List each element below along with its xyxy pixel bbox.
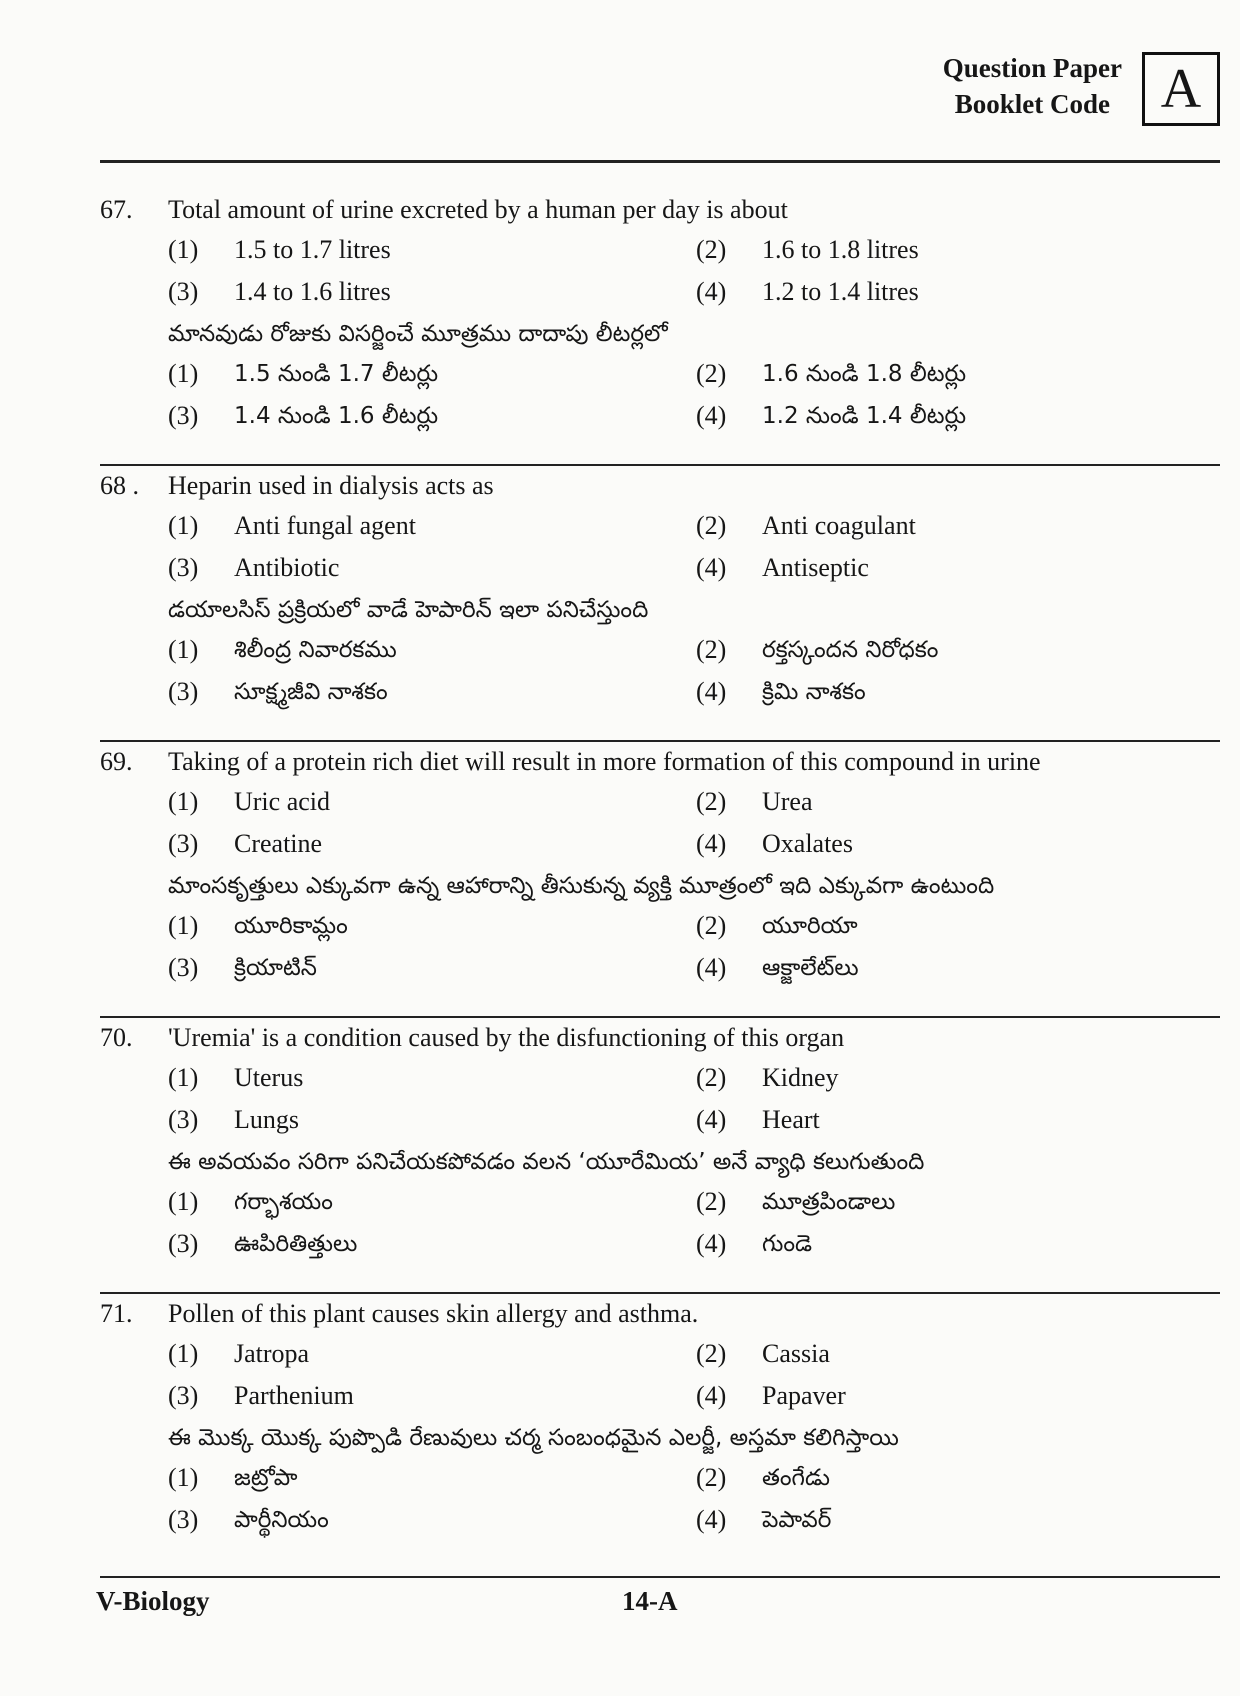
- option-number: (2): [696, 911, 727, 940]
- option-text: సూక్ష్మజీవి నాశకం: [234, 679, 388, 705]
- option-number: (4): [696, 553, 727, 582]
- option-text: Urea: [762, 787, 813, 816]
- question-line: [100, 190, 1220, 230]
- option-row: [100, 1058, 1220, 1098]
- question-line: [100, 1294, 1220, 1334]
- question-text-en: 'Uremia' is a condition caused by the disfunctioning of this organ: [168, 1023, 845, 1052]
- option-text: ఊపిరితిత్తులు: [234, 1231, 358, 1257]
- option-number: (1): [168, 1339, 199, 1368]
- option-text: 1.4 నుండి 1.6 లీటర్లు: [234, 403, 439, 429]
- page-footer: [96, 1586, 1220, 1626]
- option-number: (1): [168, 787, 199, 816]
- option-number: (4): [696, 401, 727, 430]
- option-row: [100, 1100, 1220, 1140]
- option-text: Anti fungal agent: [234, 511, 416, 540]
- question-block: [100, 742, 1220, 1018]
- option-row: [100, 782, 1220, 822]
- option-row: [100, 1182, 1220, 1222]
- option-text: Antiseptic: [762, 553, 869, 582]
- option-row: [100, 548, 1220, 588]
- question-text-te: డయాలసిస్ ప్రక్రియలో వాడే హెపారిన్ ఇలా పనిచేస్తుంది: [168, 597, 649, 623]
- question-list: [0, 190, 1240, 1570]
- page-number: 14-A: [622, 1586, 678, 1616]
- option-text: Kidney: [762, 1063, 839, 1092]
- question-block: [100, 1294, 1220, 1570]
- question-text-te: మాంసకృత్తులు ఎక్కువగా ఉన్న ఆహారాన్ని తీసుకున్న వ్యక్తి మూత్రంలో ఇది ఎక్కువగా ఉంటుంది: [168, 873, 995, 899]
- option-text: గుండె: [762, 1231, 813, 1257]
- option-number: (2): [696, 1463, 727, 1492]
- option-text: Heart: [762, 1105, 820, 1134]
- option-text: Parthenium: [234, 1381, 354, 1410]
- option-text: శిలీంద్ర నివారకము: [234, 637, 397, 663]
- option-number: (2): [696, 635, 727, 664]
- option-number: (1): [168, 635, 199, 664]
- question-block: [100, 190, 1220, 466]
- option-text: 1.2 to 1.4 litres: [762, 277, 919, 306]
- option-number: (4): [696, 1505, 727, 1534]
- option-number: (4): [696, 953, 727, 982]
- option-number: (3): [168, 277, 199, 306]
- option-text: తంగేడు: [762, 1465, 830, 1491]
- option-number: (3): [168, 1381, 199, 1410]
- option-row: [100, 630, 1220, 670]
- option-text: Lungs: [234, 1105, 299, 1134]
- option-text: ఆక్జాలేట్‌లు: [762, 955, 859, 981]
- option-text: Anti coagulant: [762, 511, 916, 540]
- question-block: [100, 466, 1220, 742]
- option-number: (4): [696, 1229, 727, 1258]
- option-number: (1): [168, 359, 199, 388]
- option-text: రక్తస్కందన నిరోధకం: [762, 637, 939, 663]
- option-number: (2): [696, 1187, 727, 1216]
- option-number: (3): [168, 1505, 199, 1534]
- option-row: [100, 230, 1220, 270]
- option-row: [100, 672, 1220, 712]
- option-text: యూరికామ్లం: [234, 913, 348, 939]
- question-text-en: Taking of a protein rich diet will result in more formation of this compound in urine: [168, 747, 1041, 776]
- question-number: 71.: [100, 1299, 133, 1328]
- option-text: 1.5 to 1.7 litres: [234, 235, 391, 264]
- question-text-te: ఈ మొక్క యొక్క పుప్పొడి రేణువులు చర్మ సంబంధమైన ఎలర్జీ, అస్తమా కలిగిస్తాయి: [168, 1425, 899, 1451]
- option-text: పార్థీనియం: [234, 1507, 329, 1533]
- option-row: [100, 1500, 1220, 1540]
- option-number: (4): [696, 829, 727, 858]
- question-line-te: [100, 866, 1220, 906]
- booklet-code-box: A: [1142, 52, 1220, 126]
- option-row: [100, 1334, 1220, 1374]
- option-row: [100, 824, 1220, 864]
- question-line: [100, 742, 1220, 782]
- question-line-te: [100, 1142, 1220, 1182]
- option-row: [100, 354, 1220, 394]
- option-text: పెపావర్: [762, 1507, 832, 1533]
- subject-label: V-Biology: [96, 1586, 210, 1616]
- question-block: [100, 1018, 1220, 1294]
- option-number: (3): [168, 401, 199, 430]
- option-text: 1.6 నుండి 1.8 లీటర్లు: [762, 361, 967, 387]
- option-number: (3): [168, 677, 199, 706]
- footer-rule: [100, 1576, 1220, 1578]
- question-number: 70.: [100, 1023, 133, 1052]
- option-text: Antibiotic: [234, 553, 340, 582]
- option-text: Cassia: [762, 1339, 830, 1368]
- option-text: Creatine: [234, 829, 323, 858]
- option-number: (2): [696, 511, 727, 540]
- option-text: యూరియా: [762, 913, 858, 939]
- option-number: (3): [168, 1229, 199, 1258]
- question-number: 67.: [100, 195, 133, 224]
- option-number: (1): [168, 1187, 199, 1216]
- option-number: (1): [168, 1063, 199, 1092]
- option-number: (1): [168, 511, 199, 540]
- option-number: (4): [696, 277, 727, 306]
- booklet-code-label: Question Paper Booklet Code: [942, 53, 1122, 119]
- option-number: (3): [168, 953, 199, 982]
- option-number: (2): [696, 787, 727, 816]
- question-line-te: [100, 1418, 1220, 1458]
- question-line: [100, 466, 1220, 506]
- option-text: Jatropa: [234, 1339, 310, 1368]
- option-text: జట్రోపా: [234, 1465, 298, 1491]
- header-rule: [100, 160, 1220, 163]
- question-text-te: ఈ అవయవం సరిగా పనిచేయకపోవడం వలన ‘యూరేమియ’ అనే వ్యాధి కలుగుతుంది: [168, 1149, 925, 1175]
- question-line-te: [100, 314, 1220, 354]
- option-text: Uric acid: [234, 787, 331, 816]
- option-number: (1): [168, 1463, 199, 1492]
- option-text: 1.4 to 1.6 litres: [234, 277, 391, 306]
- option-row: [100, 1376, 1220, 1416]
- option-number: (1): [168, 911, 199, 940]
- option-number: (4): [696, 677, 727, 706]
- question-text-en: Total amount of urine excreted by a human per day is about: [168, 195, 788, 224]
- question-text-en: Heparin used in dialysis acts as: [168, 471, 494, 500]
- option-text: గర్భాశయం: [234, 1189, 333, 1215]
- question-number: 68 .: [100, 471, 139, 500]
- option-number: (2): [696, 1063, 727, 1092]
- option-row: [100, 272, 1220, 312]
- option-row: [100, 1458, 1220, 1498]
- option-number: (2): [696, 1339, 727, 1368]
- option-text: 1.5 నుండి 1.7 లీటర్లు: [234, 361, 439, 387]
- question-number: 69.: [100, 747, 133, 776]
- option-text: క్రిమి నాశకం: [762, 679, 866, 705]
- option-number: (4): [696, 1381, 727, 1410]
- option-row: [100, 948, 1220, 988]
- option-number: (2): [696, 235, 727, 264]
- option-number: (3): [168, 1105, 199, 1134]
- option-text: Papaver: [762, 1381, 846, 1410]
- option-text: 1.6 to 1.8 litres: [762, 235, 919, 264]
- option-text: Uterus: [234, 1063, 304, 1092]
- option-row: [100, 906, 1220, 946]
- option-row: [100, 506, 1220, 546]
- option-number: (3): [168, 829, 199, 858]
- option-text: 1.2 నుండి 1.4 లీటర్లు: [762, 403, 967, 429]
- booklet-code-header: [860, 42, 1220, 142]
- option-text: క్రియాటిన్: [234, 955, 317, 981]
- question-text-en: Pollen of this plant causes skin allergy and asthma.: [168, 1299, 699, 1328]
- option-row: [100, 396, 1220, 436]
- option-row: [100, 1224, 1220, 1264]
- question-line-te: [100, 590, 1220, 630]
- option-number: (4): [696, 1105, 727, 1134]
- option-text: Oxalates: [762, 829, 853, 858]
- question-text-te: మానవుడు రోజుకు విసర్జించే మూత్రము దాదాపు లీటర్లలో: [168, 321, 668, 347]
- option-number: (1): [168, 235, 199, 264]
- option-number: (2): [696, 359, 727, 388]
- option-number: (3): [168, 553, 199, 582]
- question-line: [100, 1018, 1220, 1058]
- option-text: మూత్రపిండాలు: [762, 1189, 896, 1215]
